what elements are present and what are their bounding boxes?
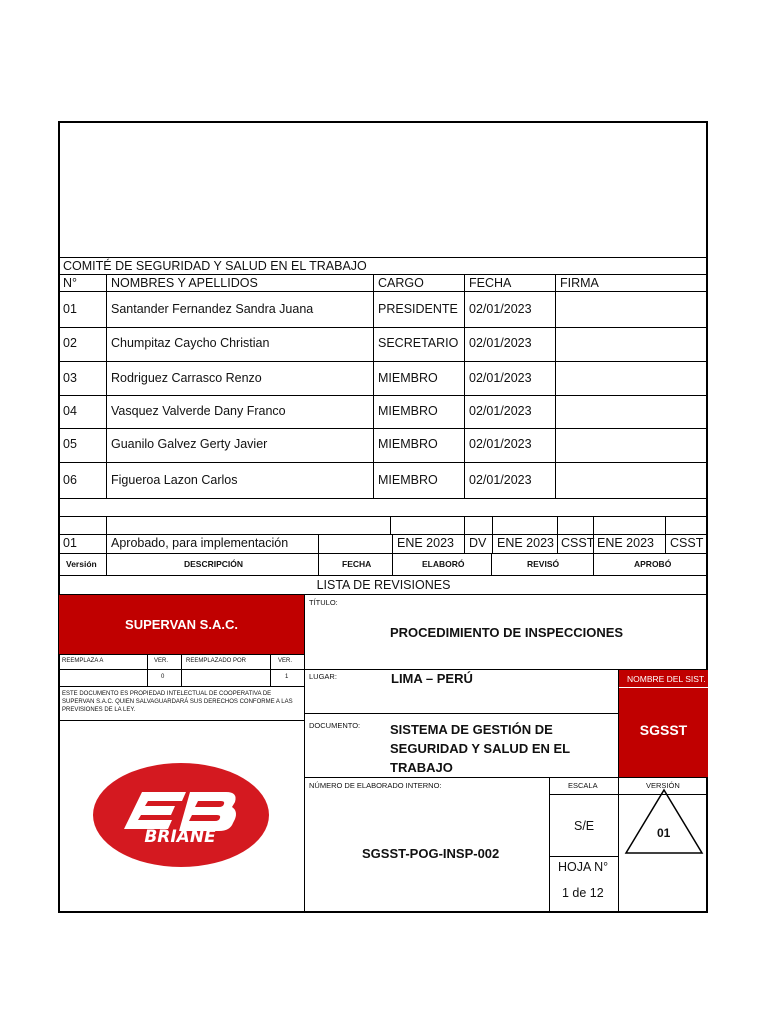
row-name: Vasquez Valverde Dany Franco [111,404,286,418]
lugar-label: LUGAR: [309,672,337,681]
col-divider [392,534,393,553]
documento-value: SISTEMA DE GESTIÓN DE SEGURIDAD Y SALUD EN EL TRABAJO [390,722,570,775]
replace-value: 0 [161,674,165,680]
numero-value: SGSST-POG-INSP-002 [362,846,500,861]
titulo-label: TÍTULO: [309,598,338,607]
rule [59,516,708,517]
row-fecha: 02/01/2023 [469,437,532,451]
replace-header: VER. [154,658,169,664]
header-version: Versión [66,559,97,569]
row-name: Figueroa Lazon Carlos [111,473,238,487]
row-name: Chumpitaz Caycho Christian [111,336,270,350]
row-fecha: 02/01/2023 [469,302,532,316]
row-cargo: SECRETARIO [378,336,459,350]
sistema-label: NOMBRE DEL SIST. [627,674,706,684]
company-name: SUPERVAN S.A.C. [59,595,304,654]
logo-text: BRIANE [144,827,216,847]
col-divider [491,553,492,575]
rule [59,274,708,275]
row-n: 06 [63,473,77,487]
rule [59,498,708,499]
header-cargo: CARGO [378,276,424,290]
row-fecha: 02/01/2023 [469,371,532,385]
col-divider [555,274,556,498]
committee-title: COMITÉ DE SEGURIDAD Y SALUD EN EL TRABAJO [63,259,367,273]
hoja-label: HOJA N° [558,860,609,874]
header-elaboro: ELABORÓ [422,559,465,569]
rule [305,713,618,714]
version-value: 01 [657,826,671,840]
col-divider [392,553,393,575]
rule [59,257,708,258]
header-names: NOMBRES Y APELLIDOS [111,276,258,290]
lugar-value: LIMA – PERÚ [391,671,473,686]
header-reviso: REVISÓ [527,559,560,569]
header-firma: FIRMA [560,276,599,290]
escala-label: ESCALA [568,781,598,790]
rule [619,687,708,688]
document-title: PROCEDIMIENTO DE INSPECCIONES [390,625,624,640]
replace-header: VER. [278,658,293,664]
row-n: 02 [63,336,77,350]
col-divider [181,654,182,686]
documento-label: DOCUMENTO: [309,721,361,730]
numero-label: NÚMERO DE ELABORADO INTERNO: [309,781,442,790]
col-divider [549,777,550,913]
row-n: 03 [63,371,77,385]
col-divider [270,654,271,686]
row-n: 04 [63,404,77,418]
revision-version: 01 [63,536,77,550]
row-name: Rodriguez Carrasco Renzo [111,371,262,385]
rule [59,575,708,576]
header-fecha: FECHA [469,276,512,290]
col-divider [390,516,391,534]
header-fecha: FECHA [342,559,372,569]
header-aprobo: APROBÓ [634,559,672,569]
row-n: 01 [63,302,77,316]
col-divider [147,654,148,686]
row-n: 05 [63,437,77,451]
revision-description: Aprobado, para implementación [111,536,289,550]
rule [549,856,618,857]
briane-logo [92,762,270,868]
revision-elaboro: DV [469,536,487,550]
revision-aprobo-date: ENE 2023 [597,536,654,550]
rule [59,553,708,554]
rule [59,327,708,328]
rule [59,395,708,396]
row-cargo: MIEMBRO [378,404,438,418]
row-fecha: 02/01/2023 [469,336,532,350]
row-cargo: MIEMBRO [378,437,438,451]
revision-reviso: CSST [561,536,595,550]
revisions-title: LISTA DE REVISIONES [316,578,451,592]
replace-header: REEMPLAZA A [62,658,104,664]
hoja-value: 1 de 12 [562,886,604,900]
rule [59,361,708,362]
rule [59,720,304,721]
version-label: VERSIÓN [646,781,680,790]
revision-aprobo: CSST [670,536,704,550]
col-divider [318,534,319,553]
col-divider [593,553,594,575]
row-name: Guanilo Galvez Gerty Javier [111,437,268,451]
row-cargo: MIEMBRO [378,371,438,385]
rule [305,777,708,778]
header-n: N° [63,276,78,290]
sistema-value: SGSST [639,722,688,738]
rule [59,686,304,687]
replace-value: 1 [285,674,289,680]
replace-header: REEMPLAZADO POR [186,658,247,664]
col-divider [106,516,107,575]
revision-elaboro-date: ENE 2023 [397,536,454,550]
revision-reviso-date: ENE 2023 [497,536,554,550]
header-descripcion: DESCRIPCIÓN [184,559,244,569]
rule [59,291,708,292]
rule [59,669,304,670]
rule [59,534,708,535]
col-divider [106,274,107,498]
col-divider [318,553,319,575]
ownership-notice: ESTE DOCUMENTO ES PROPIEDAD INTELECTUAL DE COOPERATIVA DE SUPERVAN S.A.C. QUIEN SALVAGUARDARÁ SUS DERECHOS CONFORME A LAS PREVISIONES DE LA LEY. [62,691,293,713]
row-name: Santander Fernandez Sandra Juana [111,302,314,316]
col-divider [464,274,465,498]
rule [59,428,708,429]
logo-ellipse [93,763,269,867]
rule [59,462,708,463]
col-divider [373,274,374,498]
escala-value: S/E [574,819,595,833]
row-fecha: 02/01/2023 [469,404,532,418]
row-cargo: PRESIDENTE [378,302,458,316]
row-fecha: 02/01/2023 [469,473,532,487]
row-cargo: MIEMBRO [378,473,438,487]
version-triangle-icon [624,788,704,856]
col-divider [304,594,305,913]
